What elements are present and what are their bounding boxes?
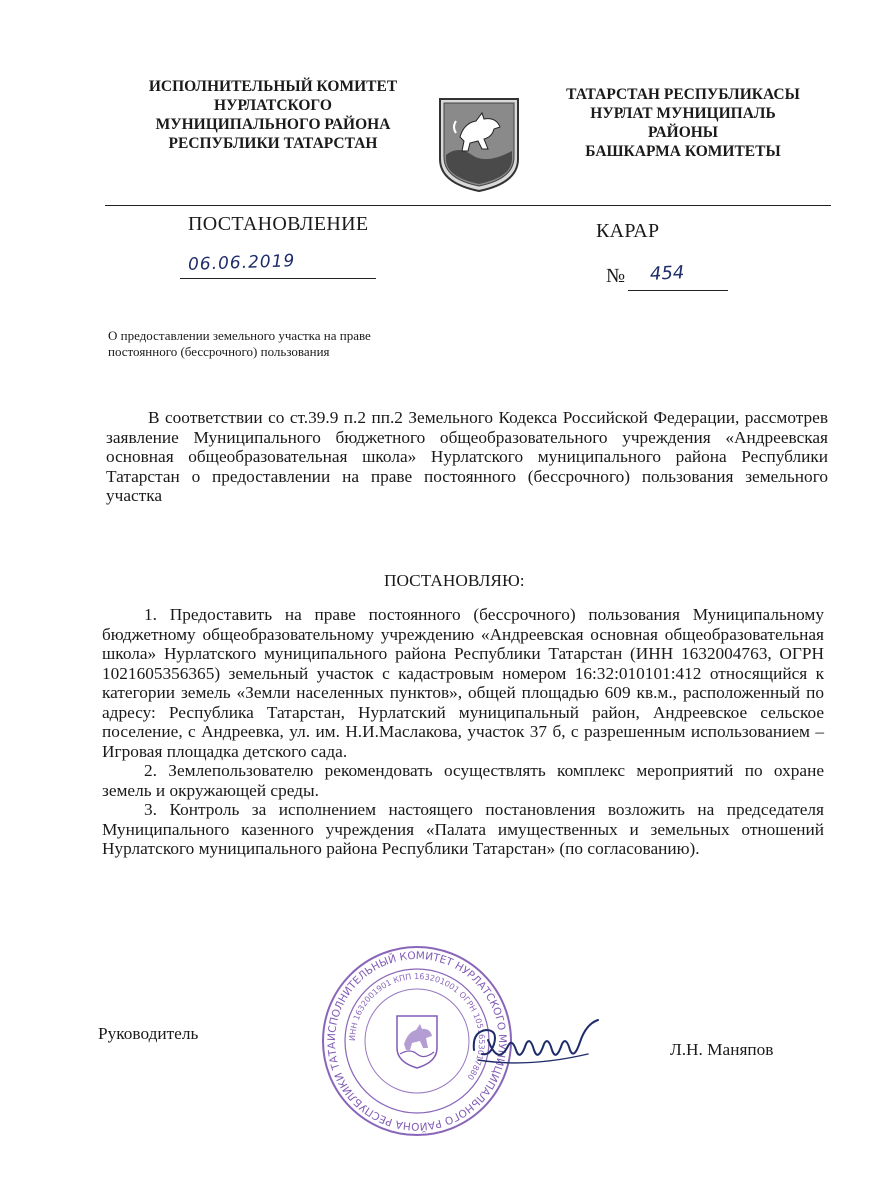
header-left-block (128, 77, 418, 153)
header-right-line-1: ТАТАРСТАН РЕСПУБЛИКАСЫ (566, 86, 800, 103)
doc-title-tt: КАРАР (596, 220, 660, 242)
stamp-emblem-icon (397, 1016, 437, 1068)
decree-heading: ПОСТАНОВЛЯЮ: (384, 571, 525, 590)
doc-subject: О предоставлении земельного участка на праве постоянного (бессрочного) пользования (108, 328, 371, 359)
header-divider (105, 205, 831, 206)
preamble-paragraph: В соответствии со ст.39.9 п.2 пп.2 Земельного Кодекса Российской Федерации, рассмотрев заявление Муниципального бюджетного общеобразовательного учреждения «Андреевская основная общеобразовательная школа» Нурлатского муниципального района Республики Татарстан о предоставлении на праве постоянного (бессрочного) пользования земельного участка (106, 408, 828, 505)
decree-items (102, 605, 824, 859)
header-right-line-4: БАШКАРМА КОМИТЕТЫ (585, 143, 781, 160)
signer-name: Л.Н. Маняпов (670, 1040, 774, 1059)
number-label: № (606, 265, 626, 287)
doc-title-ru: ПОСТАНОВЛЕНИЕ (188, 213, 369, 235)
decree-item-1: 1. Предоставить на праве постоянного (бессрочного) пользования Муниципальному бюджетному общеобразовательному учреждению «Андреевская основная общеобразовательная школа» Нурлатского муниципального района Республики Татарстан (ИНН 1632004763, ОГРН 1021605356365) земельный участок с кадастровым номером 16:32:010101:412 относящийся к категории земель «Земли населенных пунктов», общей площадью 609 кв.м., расположенный по адресу: Республика Татарстан, Нурлатский муниципальный район, Андреевское сельское поселение, с Андреевка, ул. им. Н.И.Маслакова, участок 37 б, с разрешенным использованием – Игровая площадка детского сада. (102, 605, 824, 761)
stamp-inner-text: ИНН 1632001901 КПП 163201001 ОГРН 1051653017880 (347, 971, 487, 1082)
number-underline (628, 290, 728, 291)
coat-of-arms-icon (438, 97, 520, 193)
header-right-line-3: РАЙОНЫ (647, 124, 719, 141)
stamp-ring-text: ИСПОЛНИТЕЛЬНЫЙ КОМИТЕТ НУРЛАТСКОГО МУНИЦИПАЛЬНОГО РАЙОНА РЕСПУБЛИКИ ТАТА (325, 949, 509, 1133)
decree-item-2: 2. Землепользователю рекомендовать осуществлять комплекс мероприятий по охране земель и окружающей среды. (102, 761, 824, 800)
header-right-block (538, 85, 828, 161)
header-left-line-3: МУНИЦИПАЛЬНОГО РАЙОНА (155, 116, 391, 133)
handwritten-signature (468, 1010, 608, 1080)
header-left-line-2: НУРЛАТСКОГО (214, 97, 332, 114)
decree-item-3: 3. Контроль за исполнением настоящего постановления возложить на председателя Муниципального казенного учреждения «Палата имущественных и земельных отношений Нурлатского муниципального района Республики Татарстан» (по согласованию). (102, 800, 824, 858)
date-underline (180, 278, 376, 279)
header-left-line-1: ИСПОЛНИТЕЛЬНЫЙ КОМИТЕТ (148, 78, 398, 95)
signer-role: Руководитель (98, 1024, 199, 1043)
header-right-line-2: НУРЛАТ МУНИЦИПАЛЬ (590, 105, 776, 122)
handwritten-number: 454 (649, 262, 685, 285)
handwritten-date: 06.06.2019 (187, 251, 296, 275)
header-left-line-4: РЕСПУБЛИКИ ТАТАРСТАН (168, 135, 378, 152)
